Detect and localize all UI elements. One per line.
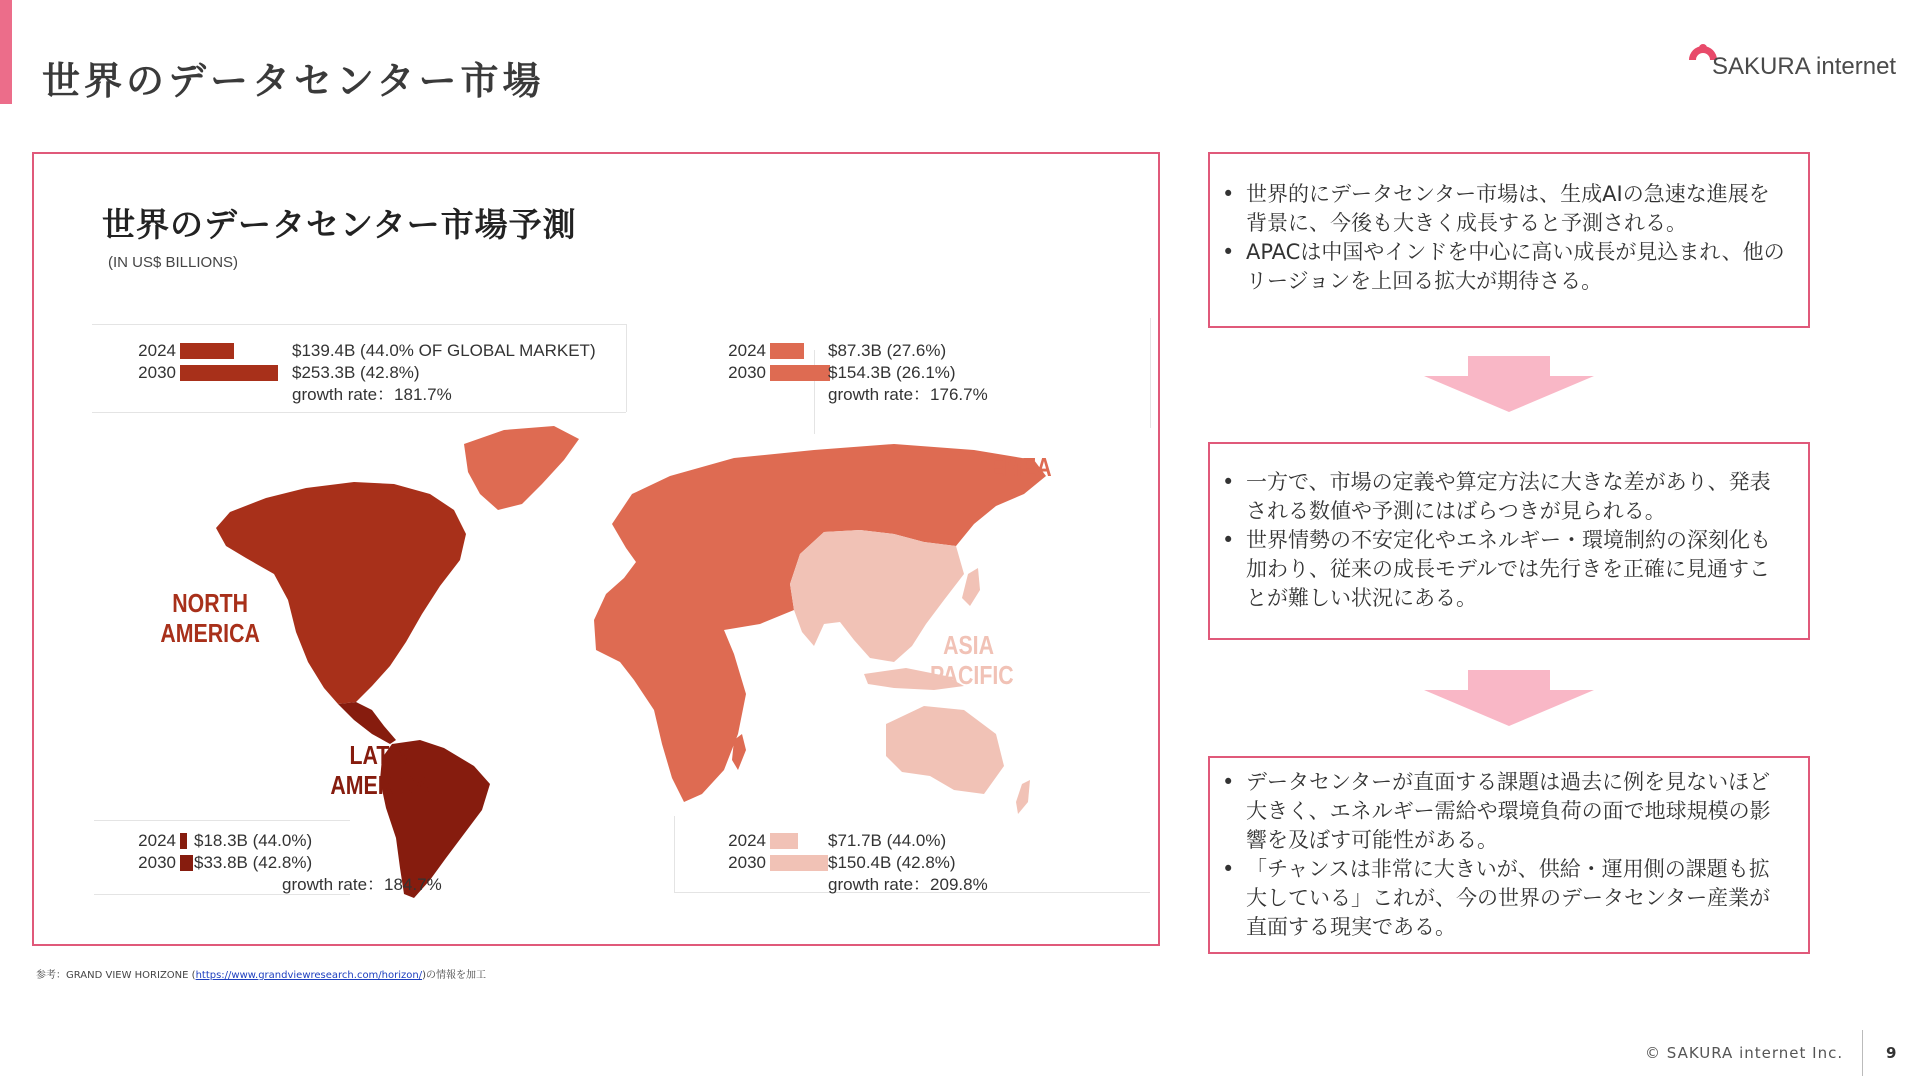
bar-latin-america-2024 (180, 833, 187, 849)
info-box-uncertainty (1208, 442, 1810, 640)
stat-box-border (94, 820, 350, 821)
info-box-growth (1208, 152, 1810, 328)
value-north-america-2030: $253.3B (42.8%) (292, 363, 420, 382)
stat-emea (722, 340, 1122, 406)
down-arrow-icon (1424, 356, 1594, 412)
bullet-list (1216, 468, 1790, 613)
bar-north-america-2024 (180, 343, 234, 359)
year-label: 2030 (728, 363, 766, 382)
year-label: 2030 (138, 363, 176, 382)
stat-box-border (1150, 318, 1151, 428)
value-north-america-2024: $139.4B (44.0% OF GLOBAL MARKET) (292, 341, 596, 360)
year-label: 2024 (138, 341, 176, 360)
bullet-item: • 世界情勢の不安定化やエネルギー・環境制約の深刻化も加わり、従来の成長モデルでは先行きを正確に見通すことが難しい状況にある。 (1246, 526, 1790, 613)
value-emea-2024: $87.3B (27.6%) (828, 341, 947, 360)
bullet-item: • データセンターが直面する課題は過去に例を見ないほど大きく、エネルギー需給や環境負荷の面で地球規模の影響を及ぼす可能性がある。 (1246, 768, 1790, 855)
map-subtitle: (IN US$ BILLIONS) (108, 254, 239, 271)
value-latin-america-2030: $33.8B (42.8%) (194, 853, 313, 872)
bar-latin-america-2030 (180, 855, 193, 871)
market-forecast-panel (32, 152, 1160, 946)
region-label-latin-america: LATIN AMERICA (330, 740, 430, 800)
region-label-emea: EMEA (990, 452, 1052, 482)
year-label: 2030 (138, 853, 176, 872)
year-label: 2030 (728, 853, 766, 872)
growth-north-america: growth rate：181.7% (292, 385, 452, 404)
stat-asia-pacific (722, 830, 1122, 896)
stat-box-border (92, 324, 626, 325)
value-emea-2030: $154.3B (26.1%) (828, 363, 956, 382)
footer-copyright: © SAKURA internet Inc. (1645, 1044, 1844, 1062)
growth-emea: growth rate：176.7% (828, 385, 988, 404)
year-label: 2024 (728, 831, 766, 850)
australia-shape (886, 706, 1004, 794)
region-label-asia-pacific: ASIA PACIFIC (930, 630, 1014, 690)
value-asia-pacific-2024: $71.7B (44.0%) (828, 831, 947, 850)
stat-latin-america (132, 830, 442, 896)
source-link[interactable]: https://www.grandviewresearch.com/horizon/ (195, 970, 423, 981)
bar-north-america-2030 (180, 365, 278, 381)
stat-north-america (132, 340, 652, 406)
growth-latin-america: growth rate：184.7% (282, 875, 442, 894)
bar-emea-2024 (770, 343, 804, 359)
year-label: 2024 (728, 341, 766, 360)
stat-box-border (674, 816, 675, 892)
info-box-challenges (1208, 756, 1810, 954)
value-asia-pacific-2030: $150.4B (42.8%) (828, 853, 956, 872)
japan-shape (962, 568, 980, 606)
map-title: 世界のデータセンター市場予測 (102, 205, 577, 244)
bullet-list (1216, 768, 1790, 942)
new-zealand-shape (1016, 780, 1030, 814)
bar-asia-pacific-2030 (770, 855, 828, 871)
bar-asia-pacific-2024 (770, 833, 798, 849)
region-label-north-america: NORTH AMERICA (160, 588, 260, 648)
bullet-item: • 一方で、市場の定義や算定方法に大きな差があり、発表される数値や予測にはばらつきが見られる。 (1246, 468, 1790, 526)
logo-text: SAKURA internet (1712, 53, 1897, 80)
growth-asia-pacific: growth rate：209.8% (828, 875, 988, 894)
greenland-shape (464, 426, 579, 510)
world-map (34, 154, 1158, 944)
down-arrow-icon (1424, 670, 1594, 726)
page-number: 9 (1886, 1044, 1897, 1062)
footer-divider (1862, 1030, 1863, 1076)
bullet-item: • APACは中国やインドを中心に高い成長が見込まれ、他のリージョンを上回る拡大が期待さる。 (1246, 238, 1790, 296)
year-label: 2024 (138, 831, 176, 850)
company-logo (1686, 38, 1896, 88)
bar-emea-2030 (770, 365, 830, 381)
central-america-shape (338, 702, 396, 744)
bullet-list (1216, 180, 1790, 296)
value-latin-america-2024: $18.3B (44.0%) (194, 831, 313, 850)
header-accent-bar (0, 0, 12, 104)
page-title: 世界のデータセンター市場 (42, 59, 545, 103)
bullet-item: • 「チャンスは非常に大きいが、供給・運用側の課題も拡大している」これが、今の世界のデータセンター産業が直面する現実である。 (1246, 855, 1790, 942)
source-note: 参考：GRAND VIEW HORIZONE (https://www.grandviewresearch.com/horizon/)の情報を加工 (36, 970, 486, 981)
stat-box-border (92, 412, 626, 413)
bullet-item: • 世界的にデータセンター市場は、生成AIの急速な進展を背景に、今後も大きく成長すると予測される。 (1246, 180, 1790, 238)
